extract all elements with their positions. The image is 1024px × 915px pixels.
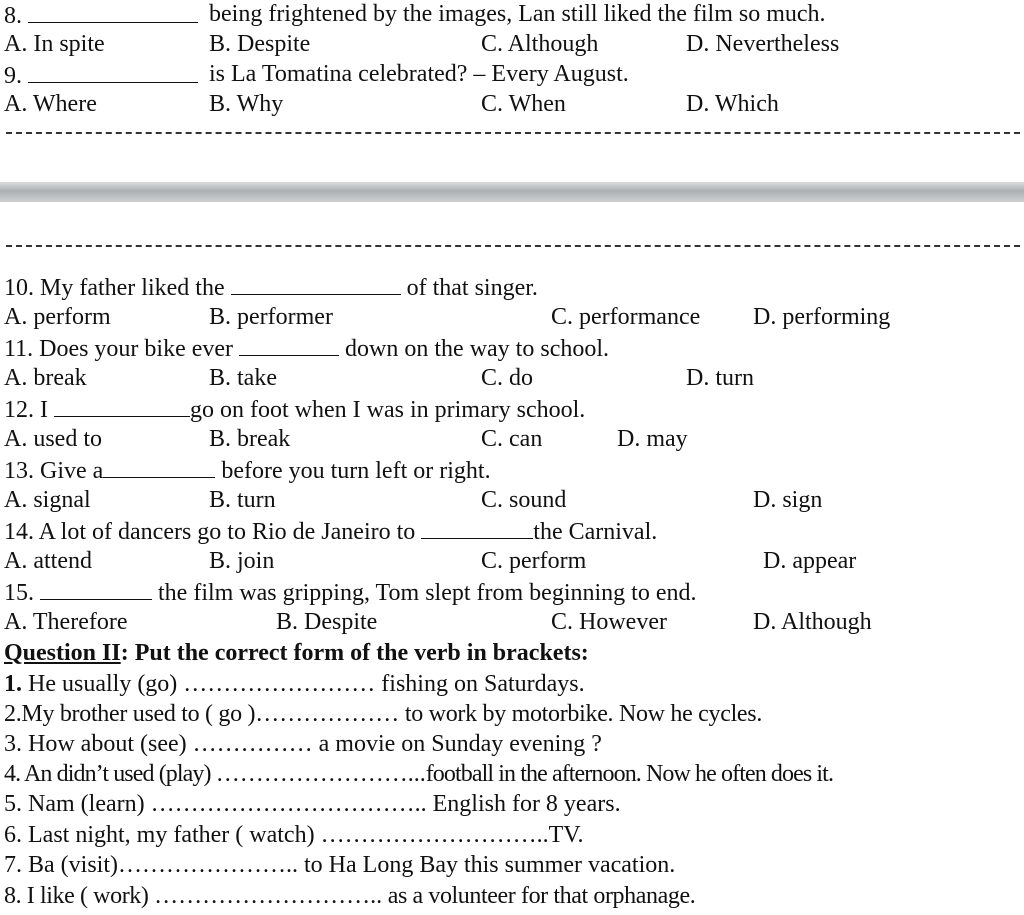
q9-option-b: B. Why bbox=[209, 91, 284, 117]
q15-option-a: A. Therefore bbox=[4, 609, 128, 635]
q11-option-b: B. take bbox=[209, 365, 277, 391]
q9-blank bbox=[28, 60, 198, 83]
q13-option-d: D. sign bbox=[753, 487, 823, 513]
q11-stem: 11. Does your bike ever down on the way to school. bbox=[4, 333, 609, 363]
q15-stem: 15. the film was gripping, Tom slept from beginning to end. bbox=[4, 577, 696, 607]
q14-option-d: D. appear bbox=[763, 548, 857, 574]
q12-option-a: A. used to bbox=[4, 426, 102, 452]
verb-item-3: 3. How about (see) …………… a movie on Sunday evening ? bbox=[4, 731, 602, 757]
q8-option-d: D. Nevertheless bbox=[686, 31, 840, 57]
q15-option-d: D. Although bbox=[753, 609, 872, 635]
verb-item-6: 6. Last night, my father ( watch) ………………………..TV. bbox=[4, 822, 584, 848]
q8-option-a: A. In spite bbox=[4, 31, 105, 57]
verb-item-7: 7. Ba (visit)………………….. to Ha Long Bay this summer vacation. bbox=[4, 852, 676, 878]
verb-item-2: 2.My brother used to ( go )……………… to work by motorbike. Now he cycles. bbox=[4, 701, 763, 727]
q10-option-a: A. perform bbox=[4, 304, 111, 330]
q14-stem: 14. A lot of dancers go to Rio de Janeiro to the Carnival. bbox=[4, 516, 657, 546]
q11-option-c: C. do bbox=[481, 365, 534, 391]
q9-stem: 9. bbox=[4, 60, 198, 90]
page-top-dashed-line bbox=[6, 245, 1020, 247]
q13-stem: 13. Give a before you turn left or right. bbox=[4, 455, 491, 485]
q8-stem: 8. bbox=[4, 0, 198, 30]
q11-option-d: D. turn bbox=[686, 365, 754, 391]
q14-option-a: A. attend bbox=[4, 548, 92, 574]
q12-option-b: B. break bbox=[209, 426, 291, 452]
q10-option-c: C. performance bbox=[551, 304, 701, 330]
q13-option-c: C. sound bbox=[481, 487, 567, 513]
q15-option-c: C. However bbox=[551, 609, 667, 635]
q9-text: is La Tomatina celebrated? – Every August. bbox=[209, 61, 629, 87]
q12-stem: 12. I go on foot when I was in primary school. bbox=[4, 394, 585, 424]
page-break-separator bbox=[0, 182, 1024, 202]
q8-option-b: B. Despite bbox=[209, 31, 311, 57]
q12-option-d: D. may bbox=[617, 426, 688, 452]
verb-item-4: 4. An didn’t used (play) ……………………...football in the afternoon. Now he often does it. bbox=[4, 761, 834, 787]
q13-blank bbox=[103, 455, 215, 478]
q9-option-c: C. When bbox=[481, 91, 566, 117]
q12-option-c: C. can bbox=[481, 426, 543, 452]
question-2-heading: Question II: Put the correct form of the verb in brackets: bbox=[4, 640, 589, 666]
q15-blank bbox=[40, 577, 152, 600]
q11-option-a: A. break bbox=[4, 365, 87, 391]
q13-option-a: A. signal bbox=[4, 487, 91, 513]
q10-option-d: D. performing bbox=[753, 304, 891, 330]
verb-item-5: 5. Nam (learn) …………………………….. English for 8 years. bbox=[4, 791, 621, 817]
verb-item-1: 1. He usually (go) …………………… fishing on Saturdays. bbox=[4, 671, 585, 697]
q11-blank bbox=[239, 333, 339, 356]
q10-stem: 10. My father liked the of that singer. bbox=[4, 272, 538, 302]
q12-blank bbox=[54, 394, 190, 417]
q14-blank bbox=[421, 516, 533, 539]
q15-option-b: B. Despite bbox=[276, 609, 378, 635]
q14-option-b: B. join bbox=[209, 548, 275, 574]
q8-option-c: C. Although bbox=[481, 31, 599, 57]
q14-option-c: C. perform bbox=[481, 548, 587, 574]
verb-item-8: 8. I like ( work) ……………………….. as a volunteer for that orphanage. bbox=[4, 883, 696, 909]
q8-text: being frightened by the images, Lan still liked the film so much. bbox=[209, 1, 826, 27]
q8-blank bbox=[28, 0, 198, 23]
q13-option-b: B. turn bbox=[209, 487, 276, 513]
q9-option-a: A. Where bbox=[4, 91, 97, 117]
q10-option-b: B. performer bbox=[209, 304, 333, 330]
q9-option-d: D. Which bbox=[686, 91, 779, 117]
q10-blank bbox=[231, 272, 401, 295]
page-bottom-dashed-line bbox=[6, 132, 1020, 134]
